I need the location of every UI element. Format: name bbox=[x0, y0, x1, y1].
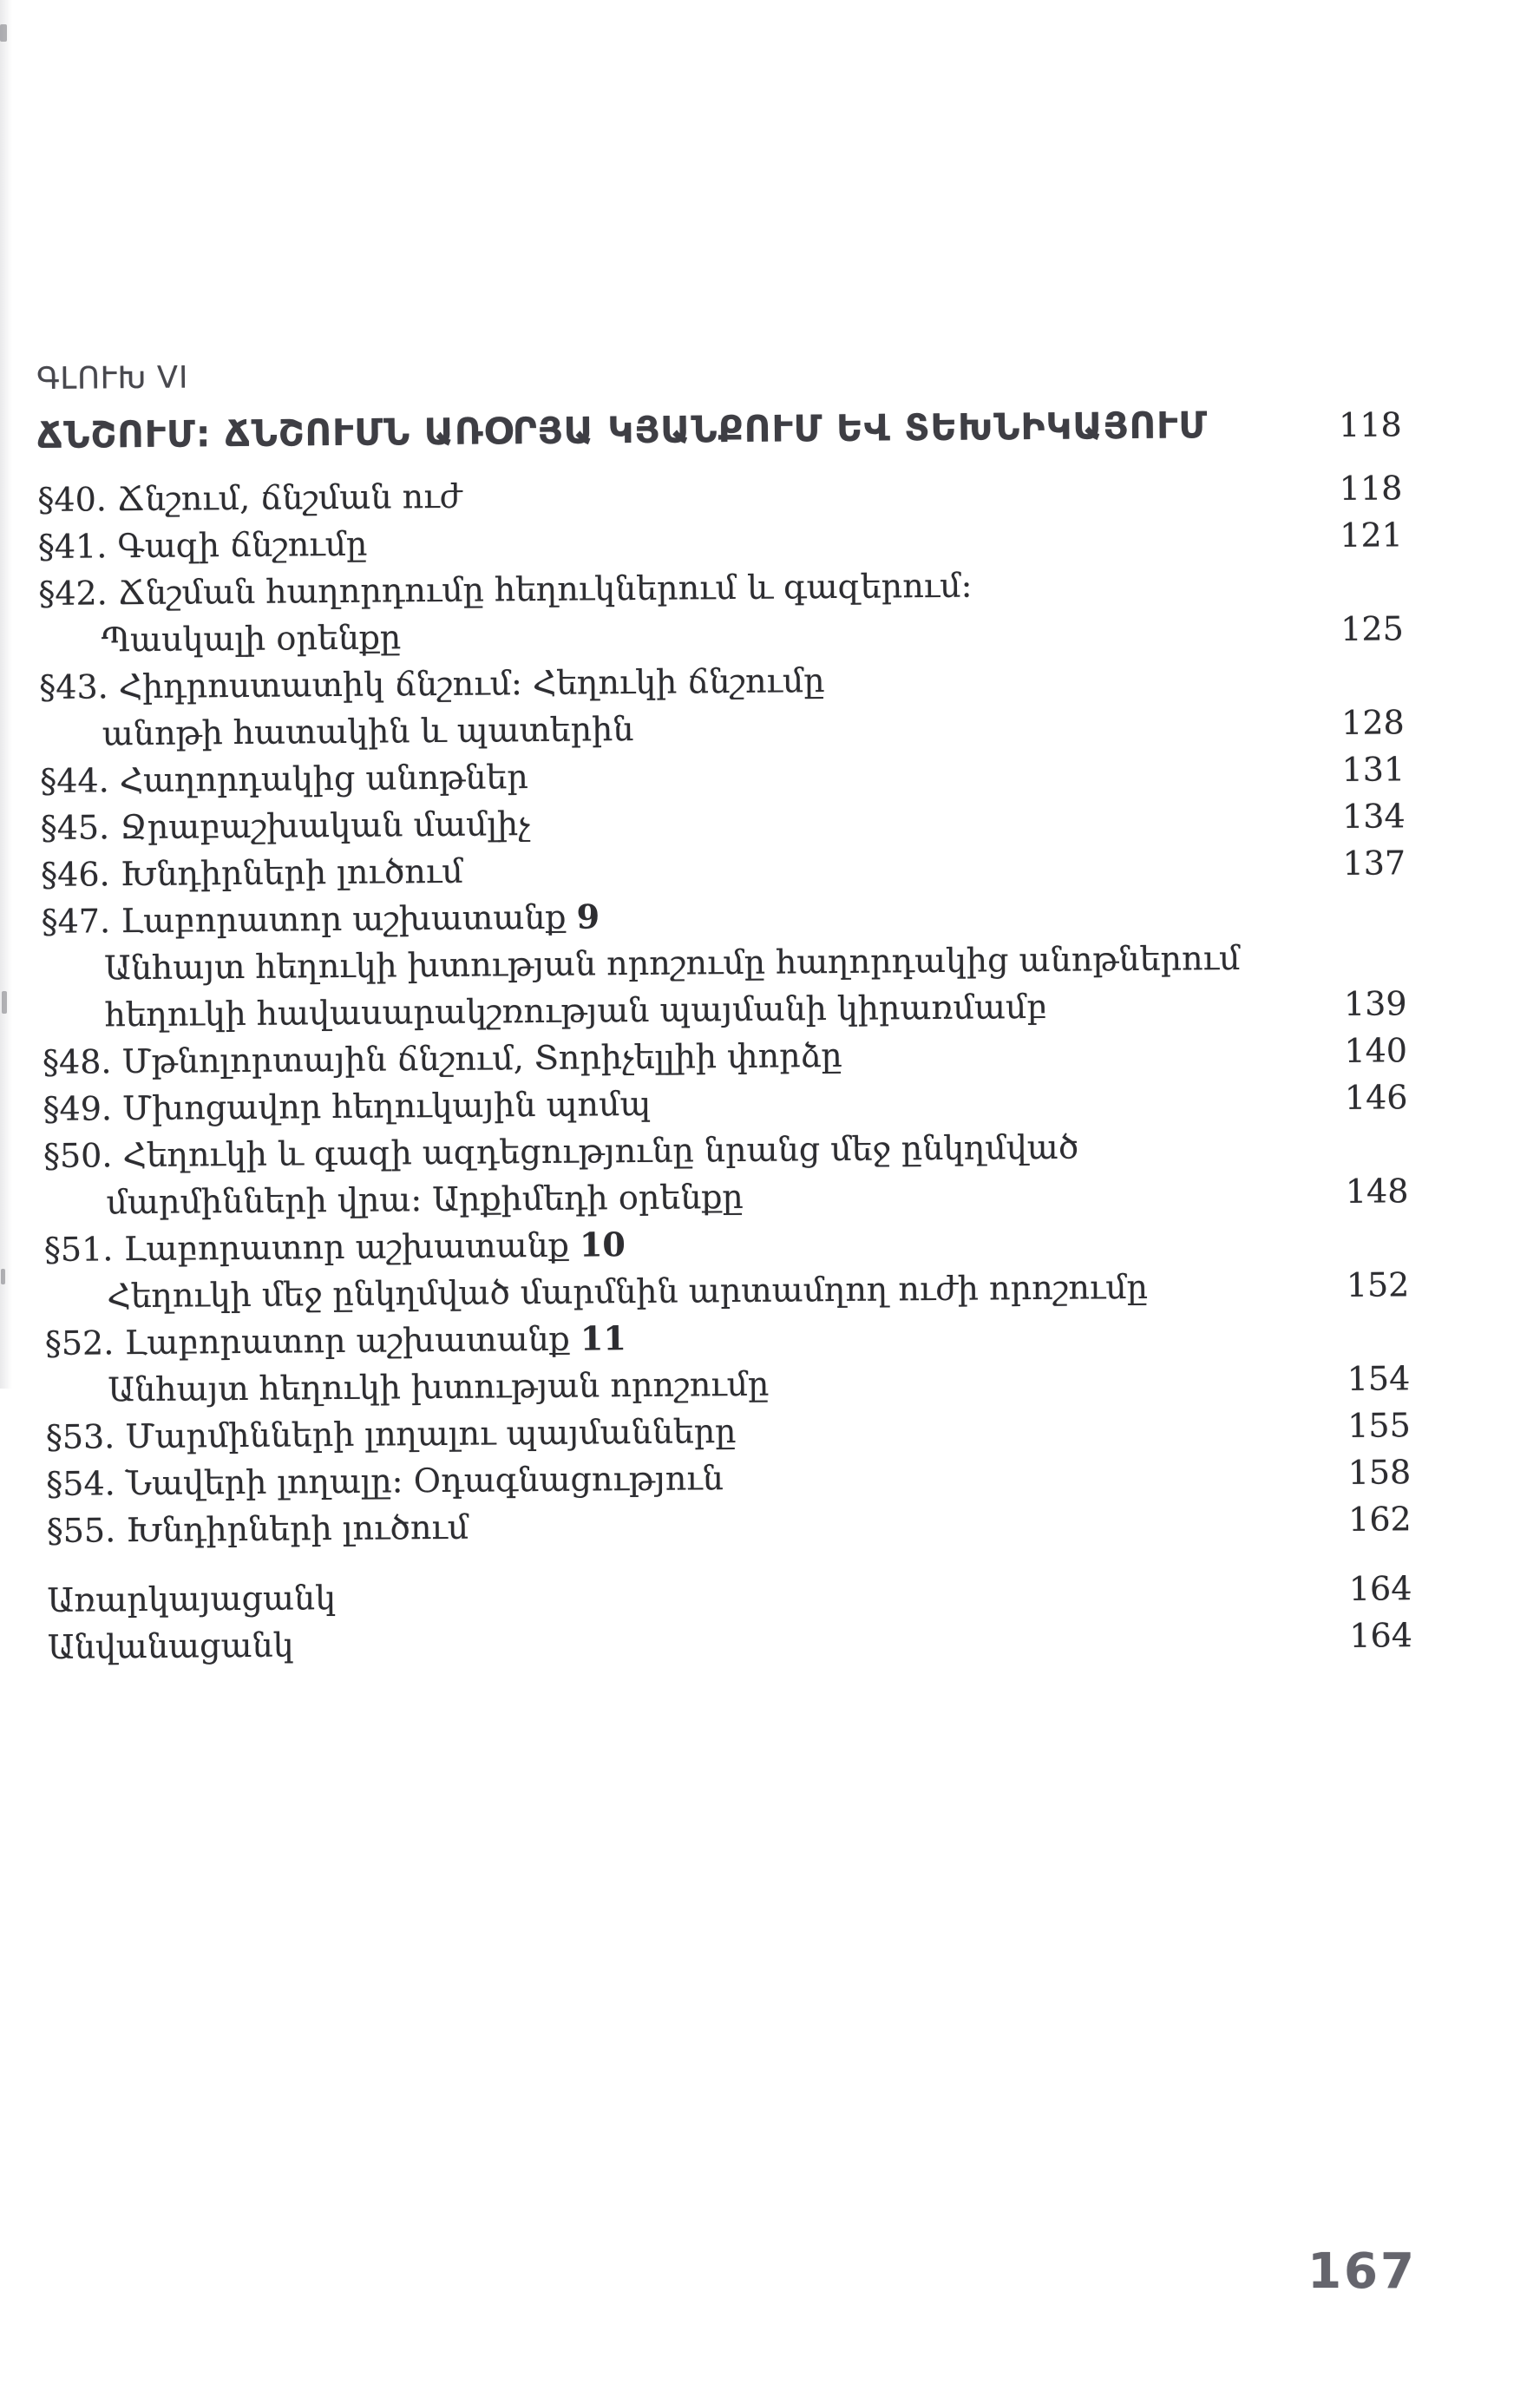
toc-entry-label: §49. Մխոցավոր հեղուկային պոմպ bbox=[43, 1084, 652, 1128]
toc-entry-page bbox=[1304, 1155, 1408, 1156]
toc-entry-label: §40. Ճնշում, ճնշման ուժ bbox=[37, 476, 462, 519]
toc-entry-page: 152 bbox=[1346, 1265, 1410, 1304]
toc-entry-label: Անհայտ հեղուկի խտության որոշումը bbox=[108, 1364, 770, 1409]
toc-entry-label: Հեղուկի մեջ ընկղմված մարմնին արտամղող ուժի որոշումը bbox=[107, 1267, 1149, 1316]
toc-entry-label: §46. Խնդիրների լուծում bbox=[40, 851, 463, 894]
toc-entry-label: Անվանացանկ bbox=[47, 1625, 294, 1666]
toc-entry-page: 155 bbox=[1347, 1406, 1411, 1445]
toc-rows bbox=[37, 464, 1412, 1671]
toc-entry-lab-number: 9 bbox=[576, 896, 600, 936]
toc-entry-label: §48. Մթնոլորտային ճնշում, Տորիչելլիի փորձը bbox=[42, 1035, 842, 1081]
toc-entry-page bbox=[1300, 686, 1404, 687]
scan-artifact-mark bbox=[1, 1269, 5, 1284]
toc-entry-label: §47. Լաբորատոր աշխատանք bbox=[41, 897, 577, 941]
chapter-title: ՃՆՇՈՒՄ: ՃՆՇՈՒՄՆ ԱՌՕՐՅԱ ԿՅԱՆՔՈՒՄ ԵՎ ՏԵԽՆԻԿԱՅՈՒՄ bbox=[36, 404, 1209, 456]
toc-entry-label: §55. Խնդիրների լուծում bbox=[46, 1507, 469, 1550]
toc-entry-page bbox=[1299, 593, 1403, 594]
toc-entry-page: 162 bbox=[1347, 1500, 1412, 1539]
toc-entry-label: §43. Հիդրոստատիկ ճնշում: Հեղուկի ճնշումը bbox=[39, 661, 825, 706]
toc-entry-label: Առարկայացանկ bbox=[47, 1579, 337, 1619]
toc-entry-page: 146 bbox=[1344, 1078, 1408, 1117]
chapter-title-page: 118 bbox=[1338, 405, 1402, 444]
scan-artifact-mark bbox=[0, 24, 7, 42]
toc-entry-label: §44. Հաղորդակից անոթներ bbox=[40, 758, 528, 800]
toc-entry-label: §51. Լաբորատոր աշխատանք bbox=[43, 1225, 580, 1269]
chapter-heading-row bbox=[37, 402, 1402, 457]
toc-entry-page bbox=[1302, 968, 1406, 969]
toc-entry-page: 164 bbox=[1349, 1616, 1413, 1655]
toc-entry-page: 125 bbox=[1340, 609, 1404, 648]
toc-entry-page: 128 bbox=[1340, 703, 1405, 742]
scan-artifact-edge bbox=[0, 0, 12, 1389]
toc-entry-lab-number: 11 bbox=[580, 1318, 626, 1358]
toc-entry-page: 140 bbox=[1344, 1031, 1408, 1070]
toc-entry-label: §41. Գազի ճնշումը bbox=[37, 524, 368, 566]
chapter-label: ԳԼՈՒԽ VI bbox=[36, 360, 189, 397]
toc-content bbox=[36, 348, 1412, 1671]
toc-entry-lab-number: 10 bbox=[579, 1225, 626, 1264]
toc-entry-label: հեղուկի հավասարակշռության պայմանի կիրառմամբ bbox=[104, 987, 1048, 1034]
toc-entry-page: 121 bbox=[1340, 516, 1404, 555]
toc-entry-label: §53. Մարմինների լողալու պայմանները bbox=[45, 1412, 737, 1456]
toc-entry-page bbox=[1302, 921, 1406, 922]
toc-entry-label: §52. Լաբորատոր աշխատանք bbox=[44, 1319, 581, 1363]
toc-entry-label: անոթի հատակին և պատերին bbox=[102, 710, 634, 753]
toc-entry-page: 139 bbox=[1343, 984, 1407, 1023]
toc-entry-text bbox=[47, 1496, 1307, 1554]
toc-entry-label: §45. Ջրաբաշխական մամլիչ bbox=[40, 805, 531, 847]
toc-entry-label: մարմինների վրա: Արքիմեդի օրենքը bbox=[106, 1177, 744, 1222]
toc-entry-page: 131 bbox=[1341, 750, 1406, 789]
toc-entry-label: §54. Նավերի լողալը: Օդագնացություն bbox=[46, 1459, 724, 1503]
toc-entry-text bbox=[48, 1612, 1308, 1671]
toc-entry-page: 164 bbox=[1348, 1569, 1412, 1608]
toc-entry-label: Պասկալի օրենքը bbox=[101, 618, 402, 660]
toc-entry-page: 134 bbox=[1341, 797, 1406, 836]
toc-entry-page: 148 bbox=[1345, 1172, 1409, 1211]
toc-entry-page bbox=[1305, 1249, 1409, 1250]
page-number: 167 bbox=[1307, 2243, 1417, 2300]
toc-entry-page: 158 bbox=[1347, 1453, 1412, 1492]
toc-entry-page: 137 bbox=[1342, 844, 1406, 883]
scan-artifact-mark bbox=[2, 991, 7, 1014]
toc-entry-page: 154 bbox=[1347, 1359, 1411, 1398]
toc-entry-label: §50. Հեղուկի և գազի ազդեցությունը նրանց մեջ ընկղմված bbox=[43, 1127, 1079, 1175]
toc-entry-label: Անհայտ հեղուկի խտության որոշումը հաղորդակից անոթներում bbox=[103, 938, 1241, 988]
toc-entry-label: §42. Ճնշման հաղորդումը հեղուկներում և գազերում: bbox=[38, 566, 973, 613]
toc-entry-page: 118 bbox=[1339, 469, 1403, 508]
